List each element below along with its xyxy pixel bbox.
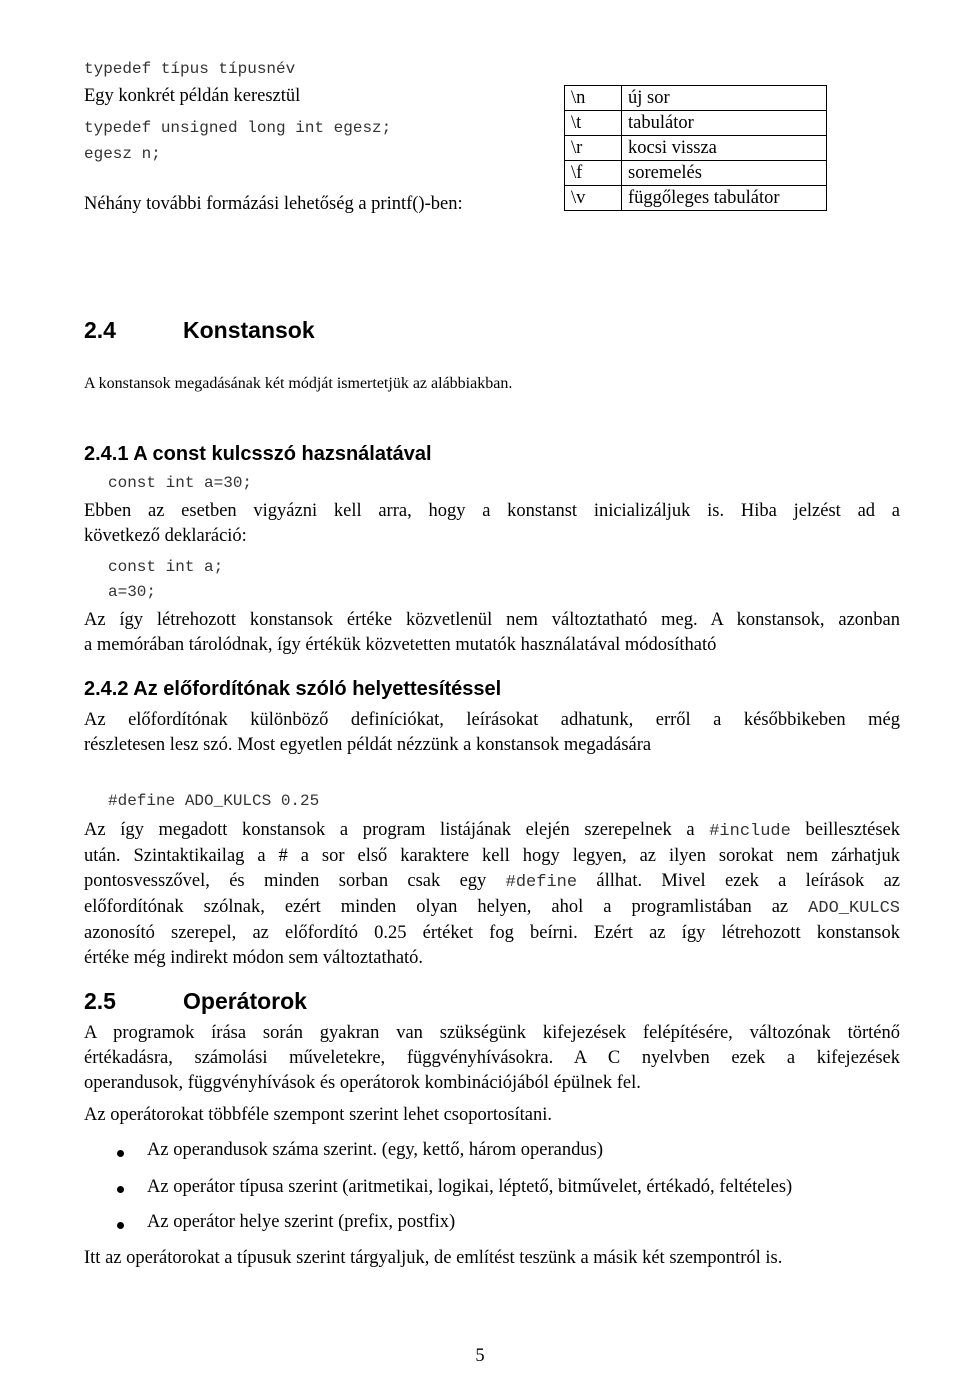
paragraph-line: Az előfordítónak különböző definíciókat, leírásokat adhatunk, erről a későbbikeben még <box>84 710 900 730</box>
paragraph-line <box>84 869 900 895</box>
paragraph-line: részletesen lesz szó. Most egyetlen példát nézzünk a konstansok megadására <box>84 735 652 755</box>
list-item: Az operandusok száma szerint. (egy, kettő, három operandus) <box>147 1140 604 1160</box>
var-declaration: egesz n; <box>84 145 161 163</box>
table-row <box>565 136 827 161</box>
section-number: 2.4 <box>84 317 116 343</box>
section-title: Konstansok <box>183 317 315 343</box>
paragraph <box>84 818 900 971</box>
text-run: Az így megadott konstansok a program listájának elején szerepelnek a <box>84 820 710 840</box>
subsection-heading: 2.4.2 Az előfordítónak szóló helyettesítéssel <box>84 678 502 700</box>
escape-desc: kocsi vissza <box>622 136 827 161</box>
section-title: Operátorok <box>183 988 307 1014</box>
paragraph-line: értéke még indirekt módon sem változtatható. <box>84 948 424 968</box>
section-intro: A konstansok megadásának két módját ismertetjük az alábbiakban. <box>84 375 513 392</box>
escape-code: \n <box>565 86 622 111</box>
escape-desc: függőleges tabulátor <box>622 186 827 211</box>
text-run: állhat. Mivel ezek a leírások az <box>577 871 900 891</box>
paragraph <box>84 1021 900 1096</box>
paragraph: Itt az operátorokat a típusuk szerint tárgyaljuk, de említést teszünk a másik két szempontról is. <box>84 1248 783 1268</box>
paragraph-line: következő deklaráció: <box>84 526 247 546</box>
example-intro: Egy konkrét példán keresztül <box>84 86 301 106</box>
bullet-dot <box>117 1150 124 1157</box>
table-row <box>565 111 827 136</box>
code-line: a=30; <box>108 583 157 601</box>
paragraph-line <box>84 895 900 921</box>
paragraph-line: Ebben az esetben vigyázni kell arra, hogy a konstanst inicializáljuk is. Hiba jelzést ad a <box>84 501 900 521</box>
table-row <box>565 86 827 111</box>
paragraph-line: a memórában tárolódnak, így értékük közvetetten mutatók használatával módosítható <box>84 635 717 655</box>
code-line: const int a=30; <box>108 474 253 492</box>
paragraph <box>84 608 900 658</box>
paragraph <box>84 499 900 549</box>
paragraph-line <box>84 818 900 844</box>
list-item: Az operátor típusa szerint (aritmetikai, logikai, léptető, bitművelet, értékadó, feltételes) <box>147 1177 793 1197</box>
escape-sequence-table <box>564 85 827 211</box>
paragraph-line: után. Szintaktikailag a # a sor első karaktere kell hogy legyen, az ilyen sorokat nem zárhatjuk <box>84 846 900 866</box>
paragraph-line: operandusok, függvényhívások és operátorok kombinációjából épülnek fel. <box>84 1073 641 1093</box>
inline-code: ADO_KULCS <box>808 899 900 918</box>
bullet-dot <box>117 1222 124 1229</box>
table-row <box>565 161 827 186</box>
bullet-dot <box>117 1186 124 1193</box>
typedef-example: typedef unsigned long int egesz; <box>84 119 392 137</box>
escape-code: \t <box>565 111 622 136</box>
inline-code: #include <box>709 822 791 841</box>
text-run: pontosvesszővel, és minden sorban csak egy <box>84 871 506 891</box>
text-run: beillesztések <box>790 820 901 840</box>
escape-code: \v <box>565 186 622 211</box>
escape-desc: soremelés <box>622 161 827 186</box>
escape-desc: új sor <box>622 86 827 111</box>
escape-code: \r <box>565 136 622 161</box>
paragraph-line: azonosító szerepel, az előfordító 0.25 értéket fog beírni. Ezért az így létrehozott konstansok <box>84 923 900 943</box>
paragraph-line: Az így létrehozott konstansok értéke közvetlenül nem változtatható meg. A konstansok, azonban <box>84 610 900 630</box>
paragraph-line: A programok írása során gyakran van szükségünk kifejezések felépítésére, változónak történő <box>84 1023 900 1043</box>
page-number: 5 <box>475 1346 485 1366</box>
format-intro: Néhány további formázási lehetőség a printf()-ben: <box>84 194 463 214</box>
list-item: Az operátor helye szerint (prefix, postfix) <box>147 1212 456 1232</box>
code-line: const int a; <box>108 558 224 576</box>
typedef-syntax: typedef típus típusnév <box>84 60 296 78</box>
subsection-heading: 2.4.1 A const kulcsszó hazsnálatával <box>84 443 432 465</box>
paragraph: Az operátorokat többféle szempont szerint lehet csoportosítani. <box>84 1105 553 1125</box>
table-row <box>565 186 827 211</box>
escape-code: \f <box>565 161 622 186</box>
paragraph <box>84 708 900 758</box>
paragraph-line: értékadásra, számolási műveletekre, függvényhívásokra. A C nyelvben ezek a kifejezések <box>84 1048 900 1068</box>
escape-desc: tabulátor <box>622 111 827 136</box>
text-run: előfordítónak szólnak, ezért minden olyan helyen, ahol a programlistában az <box>84 897 809 917</box>
inline-code: #define <box>505 873 578 892</box>
section-number: 2.5 <box>84 988 116 1014</box>
define-code: #define ADO_KULCS 0.25 <box>108 792 320 810</box>
